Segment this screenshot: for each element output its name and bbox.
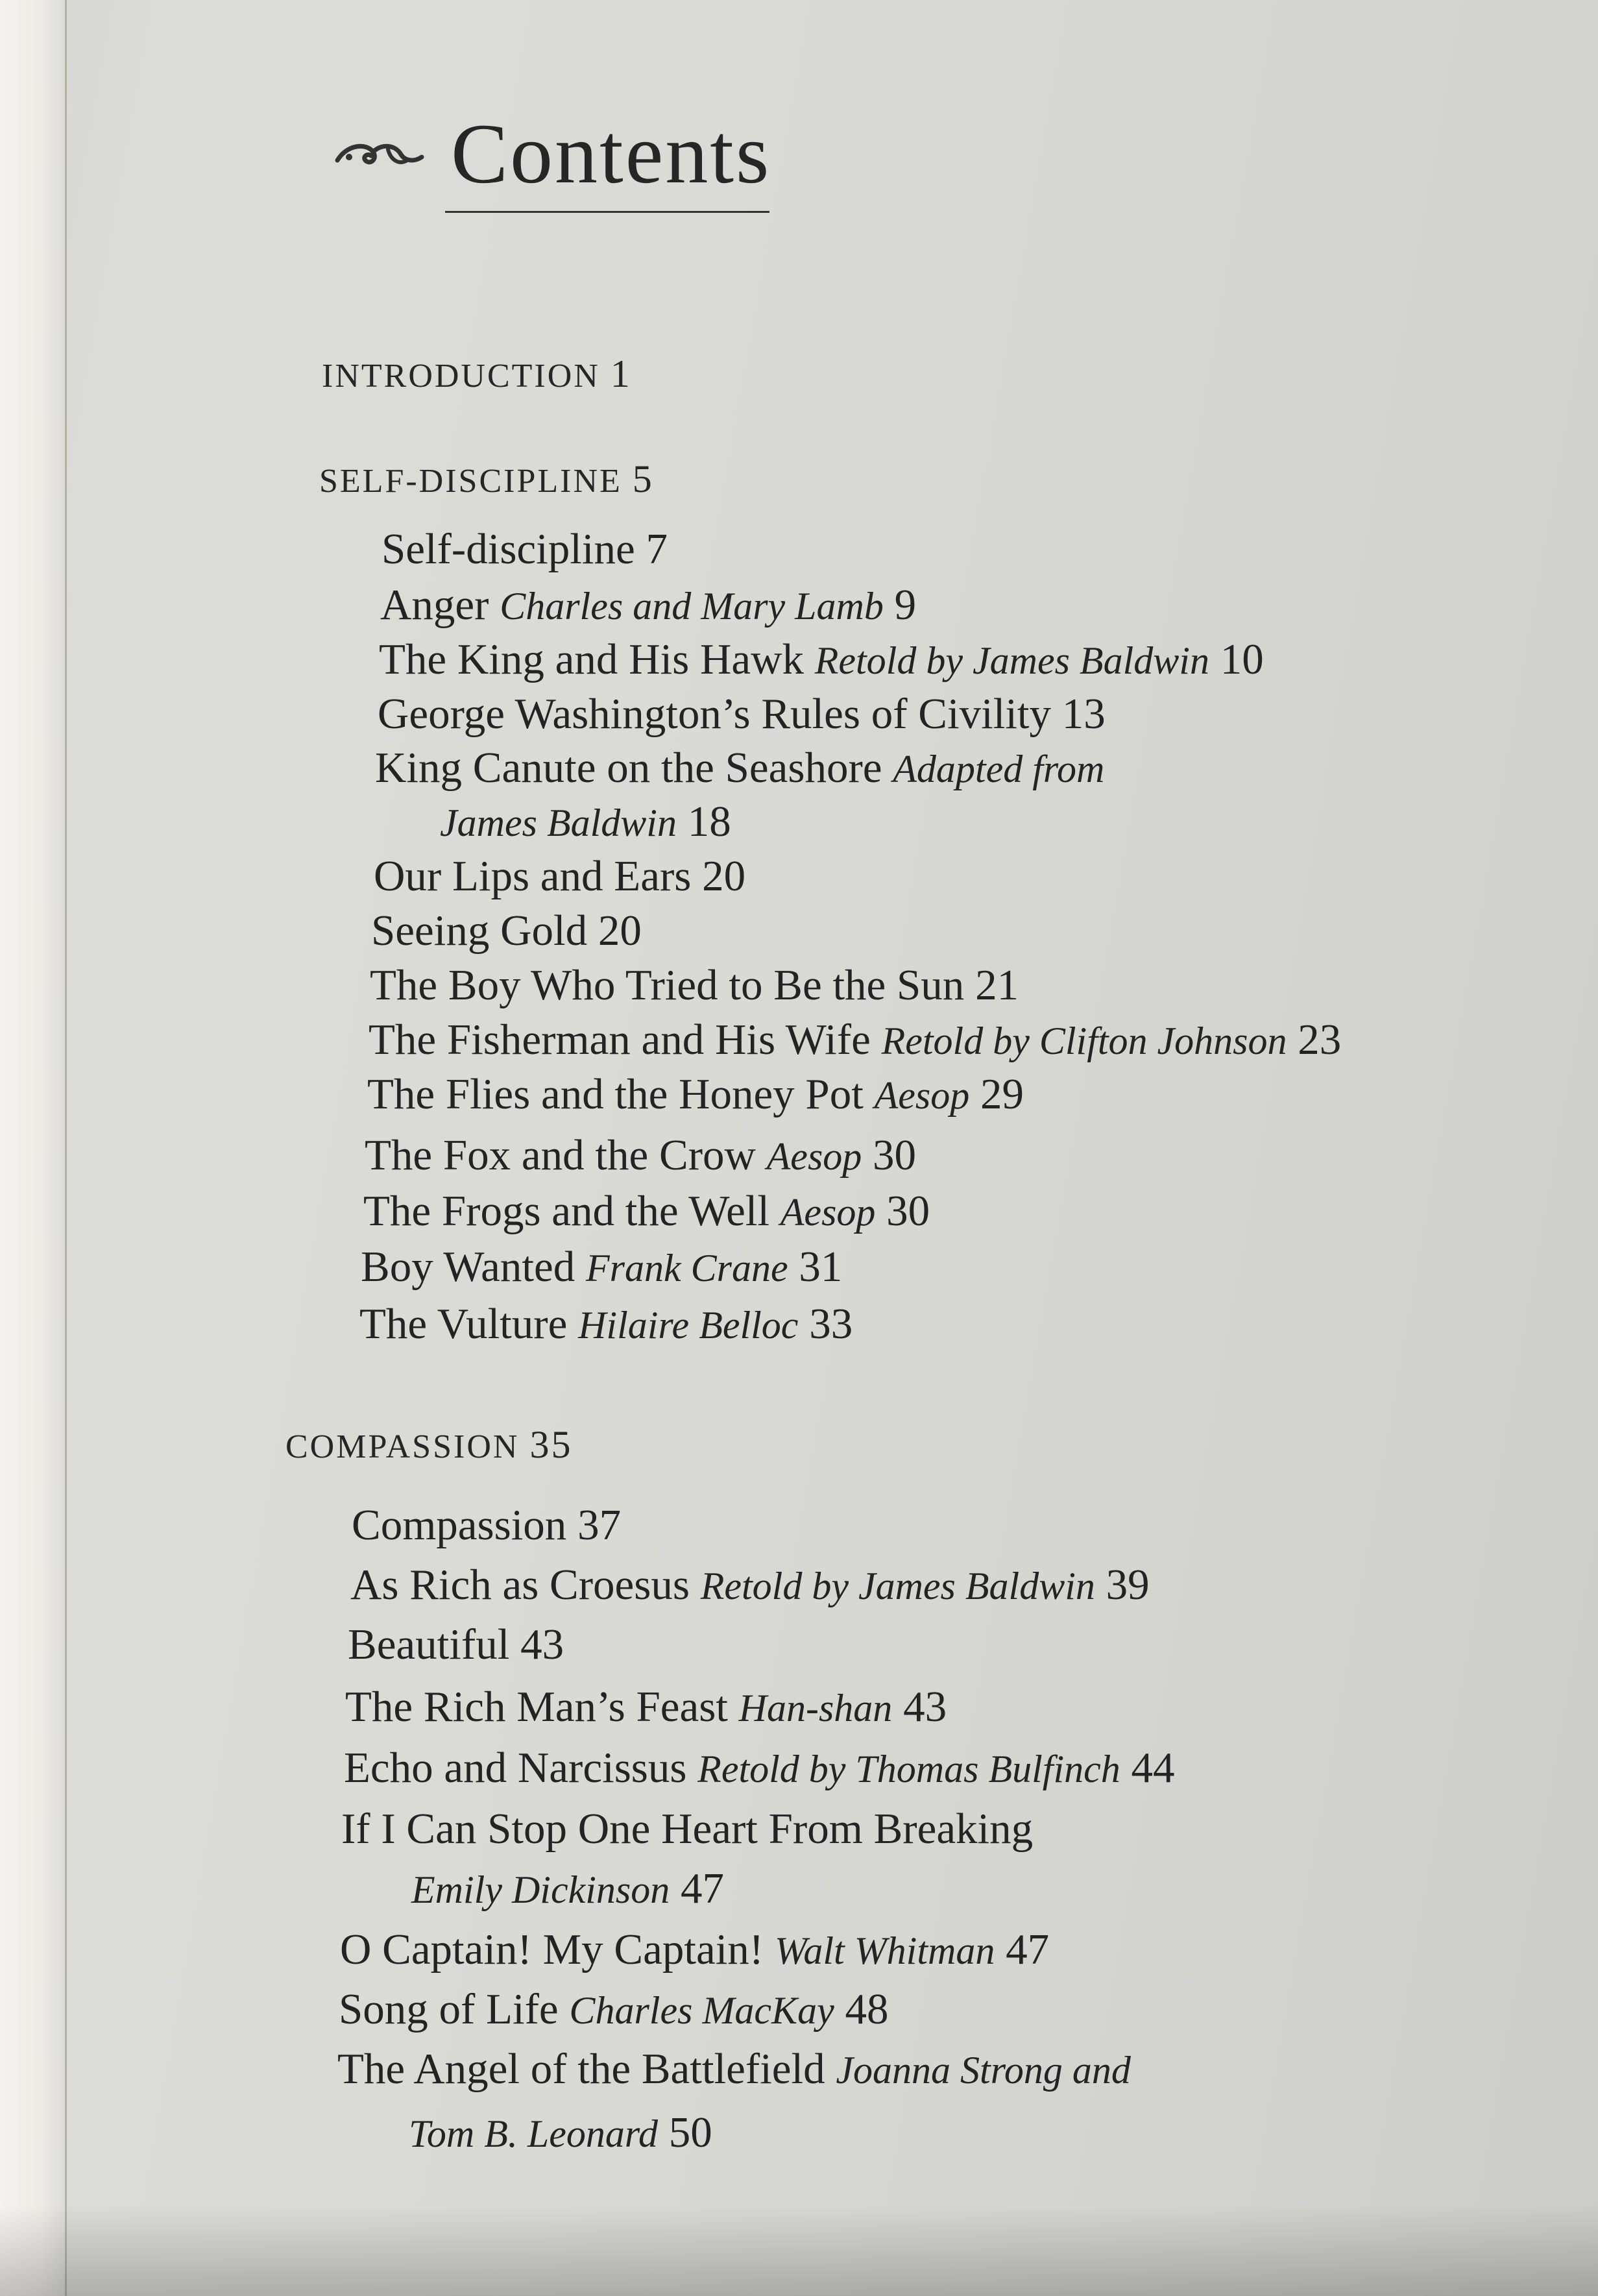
page-number: 18 bbox=[687, 798, 731, 846]
entry-title: Echo and Narcissus bbox=[344, 1744, 687, 1792]
toc-entry[interactable] bbox=[365, 1129, 916, 1182]
entry-author: Emily Dickinson bbox=[411, 1868, 670, 1911]
page-number: 30 bbox=[873, 1131, 917, 1179]
toc-entry[interactable] bbox=[341, 1803, 1033, 1855]
toc-entry-continuation[interactable] bbox=[409, 2107, 712, 2160]
toc-entry[interactable] bbox=[363, 1185, 930, 1238]
entry-title: The Boy Who Tried to Be the Sun bbox=[370, 961, 965, 1009]
page-number: 48 bbox=[845, 1985, 889, 2033]
entry-author: Han-shan bbox=[738, 1687, 893, 1729]
page-number: 1 bbox=[610, 352, 632, 395]
section-heading[interactable] bbox=[322, 348, 632, 402]
page-number: 10 bbox=[1220, 635, 1264, 683]
toc-entry[interactable] bbox=[367, 1068, 1024, 1121]
entry-author: Walt Whitman bbox=[774, 1929, 995, 1972]
toc-entry[interactable] bbox=[374, 850, 745, 902]
entry-title: Boy Wanted bbox=[361, 1243, 575, 1291]
entry-author: Charles and Mary Lamb bbox=[500, 585, 884, 628]
entry-author: Retold by James Baldwin bbox=[814, 639, 1209, 682]
toc-entry-continuation[interactable] bbox=[411, 1862, 724, 1916]
page-number: 20 bbox=[702, 852, 746, 900]
toc-entry[interactable] bbox=[371, 905, 642, 957]
page-number: 23 bbox=[1298, 1016, 1342, 1064]
toc-entry[interactable] bbox=[380, 579, 916, 632]
entry-title: Beautiful bbox=[348, 1620, 510, 1668]
entry-author: Retold by Clifton Johnson bbox=[881, 1020, 1287, 1062]
page-number: 20 bbox=[598, 907, 642, 955]
page-number: 43 bbox=[520, 1620, 564, 1668]
section-heading[interactable] bbox=[319, 453, 654, 507]
toc-entry[interactable] bbox=[339, 1983, 888, 2036]
entry-title: Self-discipline bbox=[381, 525, 635, 573]
entry-title: Our Lips and Ears bbox=[374, 852, 692, 900]
entry-author: Aesop bbox=[766, 1135, 862, 1178]
entry-author: Adapted from bbox=[893, 748, 1105, 790]
toc-entry[interactable] bbox=[361, 1241, 842, 1294]
page-number: 5 bbox=[632, 458, 654, 500]
entry-title: Seeing Gold bbox=[371, 907, 588, 955]
section-title: COMPASSION bbox=[285, 1428, 520, 1465]
entry-title: Compassion bbox=[352, 1501, 567, 1549]
toc-entry[interactable] bbox=[352, 1499, 621, 1551]
entry-title: The Flies and the Honey Pot bbox=[367, 1070, 864, 1118]
entry-author: Joanna Strong and bbox=[836, 2049, 1131, 2092]
entry-title: If I Can Stop One Heart From Breaking bbox=[341, 1805, 1034, 1853]
entry-author: Aesop bbox=[780, 1191, 876, 1234]
page-number: 35 bbox=[529, 1423, 573, 1466]
page-number: 13 bbox=[1061, 690, 1106, 738]
toc-entry[interactable] bbox=[348, 1618, 564, 1670]
page-number: 37 bbox=[577, 1501, 622, 1549]
entry-author: Aesop bbox=[874, 1074, 970, 1117]
page-shadow bbox=[0, 2205, 1598, 2296]
entry-title: King Canute on the Seashore bbox=[375, 744, 882, 792]
page-number: 43 bbox=[903, 1683, 947, 1731]
entry-title: The Fox and the Crow bbox=[365, 1131, 756, 1179]
entry-title: As Rich as Croesus bbox=[350, 1561, 690, 1609]
entry-title: George Washington’s Rules of Civility bbox=[378, 690, 1052, 738]
toc-entry-continuation[interactable] bbox=[440, 796, 731, 849]
entry-title: Anger bbox=[380, 581, 489, 629]
toc-entry[interactable] bbox=[369, 1014, 1341, 1067]
page-number: 50 bbox=[668, 2108, 712, 2156]
section-heading[interactable] bbox=[285, 1419, 572, 1473]
page-number: 39 bbox=[1106, 1561, 1150, 1609]
toc-entry[interactable] bbox=[345, 1681, 947, 1734]
page-number: 31 bbox=[799, 1243, 843, 1291]
toc-entry[interactable] bbox=[340, 1924, 1049, 1977]
entry-title: The Rich Man’s Feast bbox=[345, 1683, 728, 1731]
entry-author: James Baldwin bbox=[440, 801, 677, 844]
entry-title: The Angel of the Battlefield bbox=[337, 2045, 825, 2093]
entry-title: The King and His Hawk bbox=[379, 635, 804, 683]
toc-entry[interactable] bbox=[370, 959, 1019, 1011]
page-number: 7 bbox=[646, 525, 668, 573]
page-number: 30 bbox=[886, 1187, 930, 1235]
page-number: 44 bbox=[1131, 1744, 1175, 1792]
toc-entry[interactable] bbox=[350, 1559, 1150, 1612]
entry-author: Charles MacKay bbox=[569, 1989, 834, 2032]
toc-entry[interactable] bbox=[379, 633, 1264, 687]
entry-author: Frank Crane bbox=[585, 1247, 788, 1289]
entry-title: Song of Life bbox=[339, 1985, 559, 2033]
entry-author: Retold by James Baldwin bbox=[700, 1565, 1095, 1607]
page-number: 47 bbox=[680, 1864, 724, 1912]
entry-title: O Captain! My Captain! bbox=[340, 1925, 764, 1973]
page-number: 29 bbox=[980, 1070, 1024, 1118]
toc-entry[interactable] bbox=[378, 688, 1106, 740]
section-title: INTRODUCTION bbox=[322, 358, 600, 395]
page-number: 47 bbox=[1006, 1925, 1050, 1973]
section-title: SELF-DISCIPLINE bbox=[319, 463, 622, 500]
entry-title: The Vulture bbox=[359, 1300, 568, 1348]
page-number: 33 bbox=[809, 1300, 853, 1348]
entry-author: Retold by Thomas Bulfinch bbox=[697, 1748, 1120, 1790]
page-number: 9 bbox=[894, 581, 917, 629]
entry-title: The Frogs and the Well bbox=[363, 1187, 770, 1235]
toc-entry[interactable] bbox=[381, 523, 668, 575]
entry-author: Tom B. Leonard bbox=[409, 2112, 658, 2155]
toc-entry[interactable] bbox=[344, 1742, 1175, 1795]
toc-entry[interactable] bbox=[337, 2043, 1131, 2096]
entry-author: Hilaire Belloc bbox=[578, 1304, 799, 1347]
page-number: 21 bbox=[975, 961, 1019, 1009]
toc-entry[interactable] bbox=[359, 1298, 853, 1351]
toc-entry[interactable] bbox=[375, 742, 1104, 795]
entry-title: The Fisherman and His Wife bbox=[369, 1016, 871, 1064]
page-title: Contents bbox=[451, 106, 771, 201]
